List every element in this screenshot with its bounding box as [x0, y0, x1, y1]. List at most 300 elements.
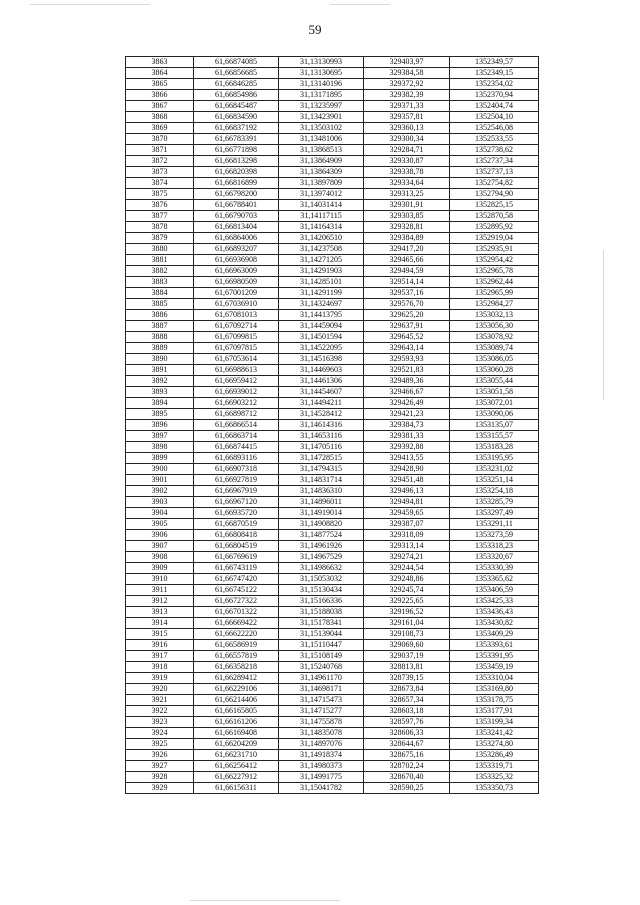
point-number-cell: 3899	[126, 453, 194, 464]
latitude-cell: 61,66769619	[194, 552, 279, 563]
y-coordinate-cell: 1353169,80	[450, 684, 539, 695]
latitude-cell: 61,66701322	[194, 607, 279, 618]
x-coordinate-cell: 329625,20	[364, 310, 450, 321]
x-coordinate-cell: 329334,64	[364, 178, 450, 189]
y-coordinate-cell: 1353251,14	[450, 475, 539, 486]
point-number-cell: 3890	[126, 354, 194, 365]
table-row	[126, 233, 539, 244]
table-row	[126, 200, 539, 211]
table-row	[126, 321, 539, 332]
x-coordinate-cell: 329417,20	[364, 244, 450, 255]
x-coordinate-cell: 328675,16	[364, 750, 450, 761]
table-row	[126, 134, 539, 145]
x-coordinate-cell: 328644,67	[364, 739, 450, 750]
latitude-cell: 61,66771898	[194, 145, 279, 156]
point-number-cell: 3887	[126, 321, 194, 332]
y-coordinate-cell: 1353231,02	[450, 464, 539, 475]
latitude-cell: 61,66866514	[194, 420, 279, 431]
point-number-cell: 3926	[126, 750, 194, 761]
table-row	[126, 398, 539, 409]
y-coordinate-cell: 1352349,15	[450, 68, 539, 79]
y-coordinate-cell: 1352404,74	[450, 101, 539, 112]
y-coordinate-cell: 1352533,55	[450, 134, 539, 145]
point-number-cell: 3879	[126, 233, 194, 244]
table-row	[126, 178, 539, 189]
longitude-cell: 31,14459094	[279, 321, 364, 332]
table-row	[126, 662, 539, 673]
y-coordinate-cell: 1352825,15	[450, 200, 539, 211]
latitude-cell: 61,66622220	[194, 629, 279, 640]
x-coordinate-cell: 329514,14	[364, 277, 450, 288]
x-coordinate-cell: 329466,67	[364, 387, 450, 398]
latitude-cell: 61,66967120	[194, 497, 279, 508]
table-row	[126, 684, 539, 695]
y-coordinate-cell: 1352870,58	[450, 211, 539, 222]
point-number-cell: 3897	[126, 431, 194, 442]
y-coordinate-cell: 1353060,28	[450, 365, 539, 376]
point-number-cell: 3891	[126, 365, 194, 376]
longitude-cell: 31,15178341	[279, 618, 364, 629]
latitude-cell: 61,66864006	[194, 233, 279, 244]
point-number-cell: 3868	[126, 112, 194, 123]
latitude-cell: 61,66783391	[194, 134, 279, 145]
latitude-cell: 61,66798200	[194, 189, 279, 200]
longitude-cell: 31,14728515	[279, 453, 364, 464]
latitude-cell: 61,66874085	[194, 57, 279, 68]
table-row	[126, 79, 539, 90]
longitude-cell: 31,13868513	[279, 145, 364, 156]
table-row	[126, 519, 539, 530]
scan-edge-top-right	[330, 4, 390, 5]
coordinate-table	[125, 56, 539, 794]
longitude-cell: 31,13235997	[279, 101, 364, 112]
y-coordinate-cell: 1352349,57	[450, 57, 539, 68]
longitude-cell: 31,14413795	[279, 310, 364, 321]
y-coordinate-cell: 1353078,92	[450, 332, 539, 343]
longitude-cell: 31,14961926	[279, 541, 364, 552]
longitude-cell: 31,14291199	[279, 288, 364, 299]
x-coordinate-cell: 329313,14	[364, 541, 450, 552]
x-coordinate-cell: 329244,54	[364, 563, 450, 574]
y-coordinate-cell: 1353051,58	[450, 387, 539, 398]
table-row	[126, 420, 539, 431]
longitude-cell: 31,15110447	[279, 640, 364, 651]
point-number-cell: 3918	[126, 662, 194, 673]
point-number-cell: 3877	[126, 211, 194, 222]
point-number-cell: 3885	[126, 299, 194, 310]
longitude-cell: 31,14715473	[279, 695, 364, 706]
point-number-cell: 3927	[126, 761, 194, 772]
longitude-cell: 31,14461306	[279, 376, 364, 387]
point-number-cell: 3894	[126, 398, 194, 409]
latitude-cell: 61,66808418	[194, 530, 279, 541]
longitude-cell: 31,15053032	[279, 574, 364, 585]
latitude-cell: 61,66231710	[194, 750, 279, 761]
y-coordinate-cell: 1352962,44	[450, 277, 539, 288]
point-number-cell: 3911	[126, 585, 194, 596]
longitude-cell: 31,14324697	[279, 299, 364, 310]
longitude-cell: 31,14522095	[279, 343, 364, 354]
table-row	[126, 332, 539, 343]
x-coordinate-cell: 329465,66	[364, 255, 450, 266]
point-number-cell: 3883	[126, 277, 194, 288]
point-number-cell: 3882	[126, 266, 194, 277]
x-coordinate-cell: 328739,15	[364, 673, 450, 684]
latitude-cell: 61,66745122	[194, 585, 279, 596]
latitude-cell: 61,67036910	[194, 299, 279, 310]
table-row	[126, 486, 539, 497]
point-number-cell: 3923	[126, 717, 194, 728]
longitude-cell: 31,14908820	[279, 519, 364, 530]
y-coordinate-cell: 1353350,73	[450, 783, 539, 794]
point-number-cell: 3863	[126, 57, 194, 68]
x-coordinate-cell: 329392,88	[364, 442, 450, 453]
point-number-cell: 3867	[126, 101, 194, 112]
table-row	[126, 222, 539, 233]
y-coordinate-cell: 1353391,95	[450, 651, 539, 662]
y-coordinate-cell: 1353393,61	[450, 640, 539, 651]
x-coordinate-cell: 329384,58	[364, 68, 450, 79]
x-coordinate-cell: 329521,83	[364, 365, 450, 376]
point-number-cell: 3912	[126, 596, 194, 607]
point-number-cell: 3889	[126, 343, 194, 354]
y-coordinate-cell: 1352895,92	[450, 222, 539, 233]
point-number-cell: 3864	[126, 68, 194, 79]
latitude-cell: 61,66893207	[194, 244, 279, 255]
longitude-cell: 31,14528412	[279, 409, 364, 420]
table-row	[126, 57, 539, 68]
y-coordinate-cell: 1353178,75	[450, 695, 539, 706]
latitude-cell: 61,66959412	[194, 376, 279, 387]
y-coordinate-cell: 1352370,94	[450, 90, 539, 101]
x-coordinate-cell: 329494,59	[364, 266, 450, 277]
x-coordinate-cell: 329428,90	[364, 464, 450, 475]
table-row	[126, 376, 539, 387]
point-number-cell: 3892	[126, 376, 194, 387]
latitude-cell: 61,66256412	[194, 761, 279, 772]
latitude-cell: 61,66727322	[194, 596, 279, 607]
x-coordinate-cell: 329643,14	[364, 343, 450, 354]
y-coordinate-cell: 1353297,49	[450, 508, 539, 519]
y-coordinate-cell: 1352737,34	[450, 156, 539, 167]
table-row	[126, 277, 539, 288]
table-row	[126, 772, 539, 783]
table-row	[126, 640, 539, 651]
y-coordinate-cell: 1352754,82	[450, 178, 539, 189]
table-row	[126, 585, 539, 596]
latitude-cell: 61,66980509	[194, 277, 279, 288]
longitude-cell: 31,15240768	[279, 662, 364, 673]
x-coordinate-cell: 328670,40	[364, 772, 450, 783]
x-coordinate-cell: 329284,71	[364, 145, 450, 156]
longitude-cell: 31,14164314	[279, 222, 364, 233]
longitude-cell: 31,15108149	[279, 651, 364, 662]
longitude-cell: 31,15130434	[279, 585, 364, 596]
longitude-cell: 31,13503102	[279, 123, 364, 134]
longitude-cell: 31,13140196	[279, 79, 364, 90]
table-row	[126, 365, 539, 376]
point-number-cell: 3886	[126, 310, 194, 321]
point-number-cell: 3922	[126, 706, 194, 717]
y-coordinate-cell: 1352738,62	[450, 145, 539, 156]
table-row	[126, 596, 539, 607]
y-coordinate-cell: 1353274,80	[450, 739, 539, 750]
y-coordinate-cell: 1353155,57	[450, 431, 539, 442]
longitude-cell: 31,13130695	[279, 68, 364, 79]
x-coordinate-cell: 329645,52	[364, 332, 450, 343]
latitude-cell: 61,66214406	[194, 695, 279, 706]
y-coordinate-cell: 1353320,67	[450, 552, 539, 563]
longitude-cell: 31,13130993	[279, 57, 364, 68]
table-row	[126, 761, 539, 772]
x-coordinate-cell: 329108,73	[364, 629, 450, 640]
table-row	[126, 673, 539, 684]
longitude-cell: 31,14285101	[279, 277, 364, 288]
x-coordinate-cell: 329300,34	[364, 134, 450, 145]
point-number-cell: 3907	[126, 541, 194, 552]
latitude-cell: 61,66227912	[194, 772, 279, 783]
longitude-cell: 31,14291903	[279, 266, 364, 277]
y-coordinate-cell: 1352954,42	[450, 255, 539, 266]
longitude-cell: 31,14454607	[279, 387, 364, 398]
y-coordinate-cell: 1353032,13	[450, 310, 539, 321]
point-number-cell: 3870	[126, 134, 194, 145]
table-row	[126, 145, 539, 156]
y-coordinate-cell: 1353286,49	[450, 750, 539, 761]
longitude-cell: 31,14206510	[279, 233, 364, 244]
table-row	[126, 299, 539, 310]
longitude-cell: 31,13897809	[279, 178, 364, 189]
table-row	[126, 530, 539, 541]
latitude-cell: 61,66936908	[194, 255, 279, 266]
point-number-cell: 3920	[126, 684, 194, 695]
y-coordinate-cell: 1352965,99	[450, 288, 539, 299]
table-row	[126, 783, 539, 794]
table-row	[126, 354, 539, 365]
point-number-cell: 3895	[126, 409, 194, 420]
table-row	[126, 717, 539, 728]
latitude-cell: 61,67001209	[194, 288, 279, 299]
x-coordinate-cell: 329248,86	[364, 574, 450, 585]
x-coordinate-cell: 329357,81	[364, 112, 450, 123]
longitude-cell: 31,14967529	[279, 552, 364, 563]
point-number-cell: 3869	[126, 123, 194, 134]
y-coordinate-cell: 1353430,82	[450, 618, 539, 629]
table-row	[126, 552, 539, 563]
longitude-cell: 31,14831714	[279, 475, 364, 486]
latitude-cell: 61,66743119	[194, 563, 279, 574]
latitude-cell: 61,66893116	[194, 453, 279, 464]
point-number-cell: 3874	[126, 178, 194, 189]
y-coordinate-cell: 1352965,78	[450, 266, 539, 277]
point-number-cell: 3906	[126, 530, 194, 541]
x-coordinate-cell: 329413,55	[364, 453, 450, 464]
latitude-cell: 61,66870519	[194, 519, 279, 530]
x-coordinate-cell: 328657,34	[364, 695, 450, 706]
longitude-cell: 31,14271205	[279, 255, 364, 266]
table-row	[126, 266, 539, 277]
x-coordinate-cell: 329313,25	[364, 189, 450, 200]
point-number-cell: 3910	[126, 574, 194, 585]
table-row	[126, 508, 539, 519]
y-coordinate-cell: 1353183,28	[450, 442, 539, 453]
table-row	[126, 728, 539, 739]
x-coordinate-cell: 329387,07	[364, 519, 450, 530]
latitude-cell: 61,66557819	[194, 651, 279, 662]
point-number-cell: 3873	[126, 167, 194, 178]
table-row	[126, 409, 539, 420]
y-coordinate-cell: 1353318,23	[450, 541, 539, 552]
table-row	[126, 464, 539, 475]
x-coordinate-cell: 329451,48	[364, 475, 450, 486]
point-number-cell: 3876	[126, 200, 194, 211]
longitude-cell: 31,14836310	[279, 486, 364, 497]
x-coordinate-cell: 329637,91	[364, 321, 450, 332]
y-coordinate-cell: 1353319,71	[450, 761, 539, 772]
x-coordinate-cell: 329371,33	[364, 101, 450, 112]
x-coordinate-cell: 329403,97	[364, 57, 450, 68]
point-number-cell: 3929	[126, 783, 194, 794]
x-coordinate-cell: 329382,39	[364, 90, 450, 101]
table-row	[126, 607, 539, 618]
latitude-cell: 61,67053614	[194, 354, 279, 365]
latitude-cell: 61,66813404	[194, 222, 279, 233]
y-coordinate-cell: 1352794,90	[450, 189, 539, 200]
x-coordinate-cell: 329196,52	[364, 607, 450, 618]
table-row	[126, 618, 539, 629]
point-number-cell: 3928	[126, 772, 194, 783]
latitude-cell: 61,66837192	[194, 123, 279, 134]
x-coordinate-cell: 329489,36	[364, 376, 450, 387]
table-row	[126, 574, 539, 585]
x-coordinate-cell: 329037,19	[364, 651, 450, 662]
y-coordinate-cell: 1353459,19	[450, 662, 539, 673]
longitude-cell: 31,15166336	[279, 596, 364, 607]
x-coordinate-cell: 329426,49	[364, 398, 450, 409]
table-row	[126, 123, 539, 134]
table-row	[126, 651, 539, 662]
latitude-cell: 61,66863714	[194, 431, 279, 442]
x-coordinate-cell: 328673,84	[364, 684, 450, 695]
y-coordinate-cell: 1352737,13	[450, 167, 539, 178]
x-coordinate-cell: 328590,25	[364, 783, 450, 794]
y-coordinate-cell: 1352354,02	[450, 79, 539, 90]
latitude-cell: 61,66939012	[194, 387, 279, 398]
y-coordinate-cell: 1353254,18	[450, 486, 539, 497]
longitude-cell: 31,14237508	[279, 244, 364, 255]
longitude-cell: 31,14614316	[279, 420, 364, 431]
longitude-cell: 31,13423901	[279, 112, 364, 123]
x-coordinate-cell: 329421,23	[364, 409, 450, 420]
point-number-cell: 3902	[126, 486, 194, 497]
y-coordinate-cell: 1353086,05	[450, 354, 539, 365]
x-coordinate-cell: 329245,74	[364, 585, 450, 596]
table-row	[126, 68, 539, 79]
point-number-cell: 3915	[126, 629, 194, 640]
point-number-cell: 3900	[126, 464, 194, 475]
table-row	[126, 211, 539, 222]
latitude-cell: 61,66820398	[194, 167, 279, 178]
y-coordinate-cell: 1352504,10	[450, 112, 539, 123]
table-row	[126, 101, 539, 112]
y-coordinate-cell: 1353310,04	[450, 673, 539, 684]
x-coordinate-cell: 328813,81	[364, 662, 450, 673]
point-number-cell: 3909	[126, 563, 194, 574]
x-coordinate-cell: 329494,81	[364, 497, 450, 508]
point-number-cell: 3917	[126, 651, 194, 662]
longitude-cell: 31,14117115	[279, 211, 364, 222]
latitude-cell: 61,66854986	[194, 90, 279, 101]
latitude-cell: 61,66229106	[194, 684, 279, 695]
latitude-cell: 61,66935720	[194, 508, 279, 519]
x-coordinate-cell: 329384,73	[364, 420, 450, 431]
longitude-cell: 31,14835078	[279, 728, 364, 739]
latitude-cell: 61,66790703	[194, 211, 279, 222]
y-coordinate-cell: 1353055,44	[450, 376, 539, 387]
longitude-cell: 31,14896011	[279, 497, 364, 508]
y-coordinate-cell: 1353325,32	[450, 772, 539, 783]
x-coordinate-cell: 329576,70	[364, 299, 450, 310]
x-coordinate-cell: 329459,65	[364, 508, 450, 519]
table-row	[126, 255, 539, 266]
latitude-cell: 61,66967919	[194, 486, 279, 497]
latitude-cell: 61,66204209	[194, 739, 279, 750]
point-number-cell: 3913	[126, 607, 194, 618]
point-number-cell: 3903	[126, 497, 194, 508]
x-coordinate-cell: 328603,18	[364, 706, 450, 717]
point-number-cell: 3878	[126, 222, 194, 233]
x-coordinate-cell: 329301,91	[364, 200, 450, 211]
table-row	[126, 244, 539, 255]
x-coordinate-cell: 329161,04	[364, 618, 450, 629]
latitude-cell: 61,66874415	[194, 442, 279, 453]
y-coordinate-cell: 1353195,95	[450, 453, 539, 464]
latitude-cell: 61,66813298	[194, 156, 279, 167]
y-coordinate-cell: 1353199,34	[450, 717, 539, 728]
x-coordinate-cell: 329360,13	[364, 123, 450, 134]
x-coordinate-cell: 329225,65	[364, 596, 450, 607]
table-row	[126, 387, 539, 398]
point-number-cell: 3875	[126, 189, 194, 200]
point-number-cell: 3904	[126, 508, 194, 519]
y-coordinate-cell: 1353241,42	[450, 728, 539, 739]
table-row	[126, 288, 539, 299]
point-number-cell: 3905	[126, 519, 194, 530]
latitude-cell: 61,66988613	[194, 365, 279, 376]
longitude-cell: 31,14961170	[279, 673, 364, 684]
longitude-cell: 31,14897076	[279, 739, 364, 750]
x-coordinate-cell: 329593,93	[364, 354, 450, 365]
longitude-cell: 31,14494211	[279, 398, 364, 409]
longitude-cell: 31,15188038	[279, 607, 364, 618]
latitude-cell: 61,66846285	[194, 79, 279, 90]
longitude-cell: 31,14986632	[279, 563, 364, 574]
longitude-cell: 31,13481006	[279, 134, 364, 145]
point-number-cell: 3919	[126, 673, 194, 684]
longitude-cell: 31,15041782	[279, 783, 364, 794]
longitude-cell: 31,14919014	[279, 508, 364, 519]
latitude-cell: 61,66169408	[194, 728, 279, 739]
table-row	[126, 431, 539, 442]
longitude-cell: 31,14755878	[279, 717, 364, 728]
table-row	[126, 343, 539, 354]
y-coordinate-cell: 1353090,06	[450, 409, 539, 420]
y-coordinate-cell: 1353436,43	[450, 607, 539, 618]
y-coordinate-cell: 1353425,33	[450, 596, 539, 607]
latitude-cell: 61,66963009	[194, 266, 279, 277]
x-coordinate-cell: 329381,33	[364, 431, 450, 442]
point-number-cell: 3916	[126, 640, 194, 651]
